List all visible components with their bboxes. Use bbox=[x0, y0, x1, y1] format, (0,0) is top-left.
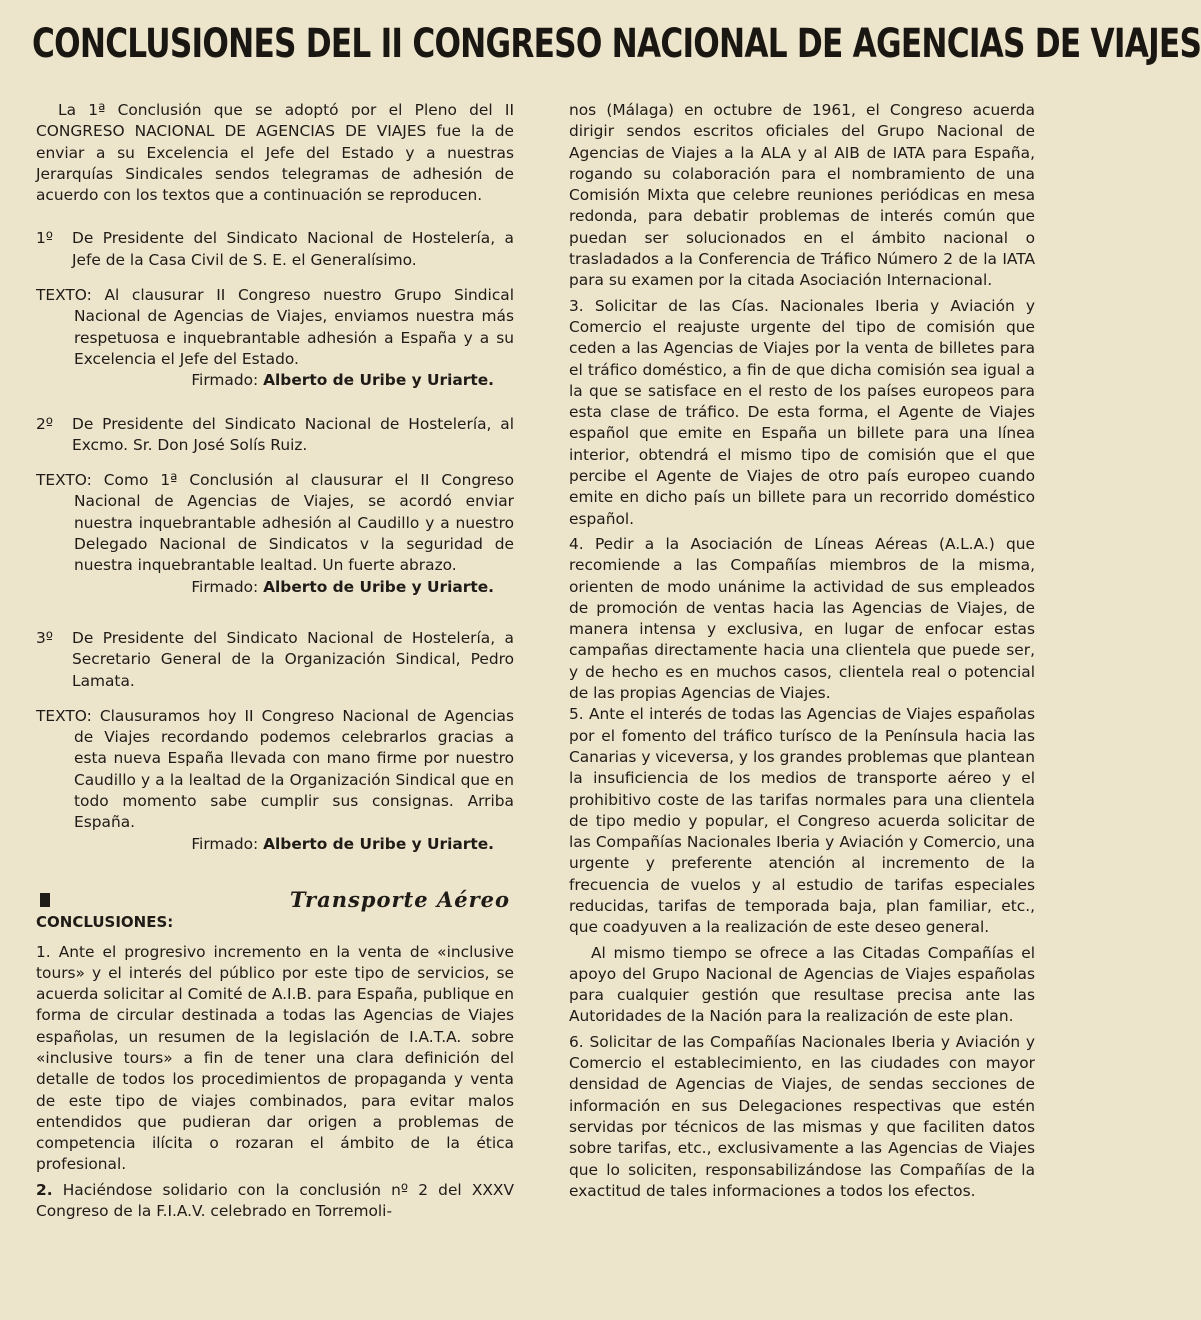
signature-3 bbox=[36, 834, 514, 855]
item-text: De Presidente del Sindicato Nacional de Hostelería, a Jefe de la Casa Civil de S. E. el Generalísimo. bbox=[72, 229, 514, 269]
telegram-3-recipient bbox=[36, 628, 514, 692]
conclusion-4: 4. Pedir a la Asociación de Líneas Aéreas (A.L.A.) que recomiende a las Compañías miembros de la misma, orienten de modo unánime la actividad de sus empleados de promoción de ventas hacia las Agencias de Viajes, de manera intensa y exclusiva, en lugar de enfocar estas campañas directamente hacia una clientela que puede ser, y de hecho es en muchos casos, clientela real o potencial de las propias Agencias de Viajes. bbox=[569, 534, 1035, 703]
item-number: 3º bbox=[36, 628, 54, 647]
intro-paragraph: La 1ª Conclusión que se adoptó por el Pleno del II CONGRESO NACIONAL DE AGENCIAS DE VIAJES fue la de enviar a su Excelencia el Jefe del Estado y a nuestras Jerarquías Sindicales sendos telegramas de adhesión de acuerdo con los textos que a continuación se reproducen. bbox=[36, 101, 514, 205]
conclusion-3: 3. Solicitar de las Cías. Nacionales Iberia y Aviación y Comercio el reajuste urgente del tipo de comisión que ceden a las Agencias de Viajes por la venta de billetes para el tráfico doméstico, a fin de que dicha comisión sea igual a la que se satisface en el resto de los países europeos para esta clase de tráfico. De esta forma, el Agente de Viajes español que emite en España un billete para una línea interior, obtendrá el mismo tipo de comisión que el que percibe el Agente de Viajes de otro país europeo cuando emite en dicho país un billete para un recorrido doméstico español. bbox=[569, 296, 1035, 528]
left-column bbox=[36, 100, 514, 1222]
signature-1 bbox=[36, 370, 514, 391]
conclusion-number: 2. bbox=[36, 1180, 53, 1199]
conclusion-6: 6. Solicitar de las Compañías Nacionales Iberia y Aviación y Comercio el establecimiento, en las ciudades con mayor densidad de Agencias de Viajes, de sendas secciones de información en sus Delegaciones respectivas que estén servidas por técnicos de las mismas y que faciliten datos sobre tarifas, etc., exclusivamente a las Agencias de Viajes que lo soliciten, responsabilizándose las Compañías de la exactitud de tales informaciones a todos los efectos. bbox=[569, 1032, 1035, 1200]
section-title: Transporte Aéreo bbox=[289, 886, 510, 912]
item-text: De Presidente del Sindicato Nacional de Hostelería, a Secretario General de la Organización Sindical, Pedro Lamata. bbox=[72, 628, 514, 690]
item-text: De Presidente del Sindicato Nacional de Hostelería, al Excmo. Sr. Don José Solís Ruiz. bbox=[72, 414, 514, 454]
signature-label: Firmado: bbox=[191, 371, 259, 390]
conclusion-5: 5. Ante el interés de todas las Agencias de Viajes españolas por el fomento del tráfico turísco de la Península hacia las Canarias y viceversa, y los grandes problemas que plantean la insuficiencia de los medios de transporte aéreo y el prohibitivo coste de las tarifas normales para una clientela de tipo medio y popular, el Congreso acuerda solicitar de las Compañías Nacionales Iberia y Aviación y Comercio, una urgente y preferente atención al incremento de la frecuencia de vuelos y al estudio de tarifas especiales reducidas, tarifas de temporada baja, plan familiar, etc., que coadyuven a la realización de este deseo general. bbox=[569, 705, 1035, 937]
square-bullet-icon bbox=[40, 893, 50, 907]
signature-label: Firmado: bbox=[191, 834, 259, 853]
section-heading bbox=[36, 886, 514, 912]
conclusion-text: Haciéndose solidario con la conclusión nº 2 del XXXV Congreso de la F.I.A.V. celebrado en Torremoli- bbox=[36, 1180, 514, 1221]
signature-2 bbox=[36, 577, 514, 598]
conclusion-5-followup: Al mismo tiempo se ofrece a las Citadas Compañías el apoyo del Grupo Nacional de Agencias de Viajes españolas para cualquier gestión que resultase precisa ante las Autoridades de la Nación para la realización de este plan. bbox=[569, 943, 1035, 1026]
item-number: 1º bbox=[36, 229, 54, 248]
right-column bbox=[569, 100, 1035, 1202]
telegram-1-text: TEXTO: Al clausurar II Congreso nuestro Grupo Sindical Nacional de Agencias de Viajes, enviamos nuestra más respetuosa e inquebrantable adhesión a España y a su Excelencia el Jefe del Estado. bbox=[36, 286, 514, 368]
signature-name: Alberto de Uribe y Uriarte. bbox=[263, 834, 494, 853]
item-number: 2º bbox=[36, 414, 54, 433]
telegram-3-text: TEXTO: Clausuramos hoy II Congreso Nacional de Agencias de Viajes recordando podemos celebrarlos gracias a esta nueva España llevada con mano firme por nuestro Caudillo y a la lealtad de la Organización Sindical que en todo momento sabe cumplir sus consignas. Arriba España. bbox=[36, 706, 514, 832]
telegram-2-text: TEXTO: Como 1ª Conclusión al clausurar el II Congreso Nacional de Agencias de Viajes, se acordó enviar nuestra inquebrantable adhesión al Caudillo y a nuestro Delegado Nacional de Sindicatos v la seguridad de nuestra inquebrantable lealtad. Un fuerte abrazo. bbox=[36, 471, 514, 575]
signature-label: Firmado: bbox=[191, 577, 259, 596]
page-headline: CONCLUSIONES DEL II CONGRESO NACIONAL DE AGENCIAS DE VIAJES bbox=[32, 21, 1201, 67]
telegram-2-recipient bbox=[36, 414, 514, 457]
conclusion-2-continued: nos (Málaga) en octubre de 1961, el Congreso acuerda dirigir sendos escritos oficiales del Grupo Nacional de Agencias de Viajes a la ALA y al AIB de IATA para España, rogando su colaboración para el nombramiento de una Comisión Mixta que celebre reuniones periódicas en mesa redonda, para debatir problemas de interés común que puedan ser solucionados en el ámbito nacional o trasladados a la Conferencia de Tráfico Número 2 de la IATA para su examen por la citada Asociación Internacional. bbox=[569, 101, 1035, 290]
conclusion-2-start bbox=[36, 1180, 514, 1223]
signature-name: Alberto de Uribe y Uriarte. bbox=[263, 371, 494, 390]
telegram-1-recipient bbox=[36, 228, 514, 271]
signature-name: Alberto de Uribe y Uriarte. bbox=[263, 577, 494, 596]
conclusion-1: 1. Ante el progresivo incremento en la venta de «inclusive tours» y el interés del público por este tipo de servicios, se acuerda solicitar al Comité de A.I.B. para España, publique en forma de circular destinada a todas las Agencias de Viajes españolas, un resumen de la legislación de I.A.T.A. sobre «inclusive tours» a fin de tener una clara definición del detalle de todos los procedimientos de propaganda y venta de este tipo de viajes combinados, para evitar malos entendidos que pudieran dar origen a problemas de competencia ilícita o rozaran el ámbito de la ética profesional. bbox=[36, 942, 514, 1174]
section-subheading: CONCLUSIONES: bbox=[36, 913, 174, 932]
